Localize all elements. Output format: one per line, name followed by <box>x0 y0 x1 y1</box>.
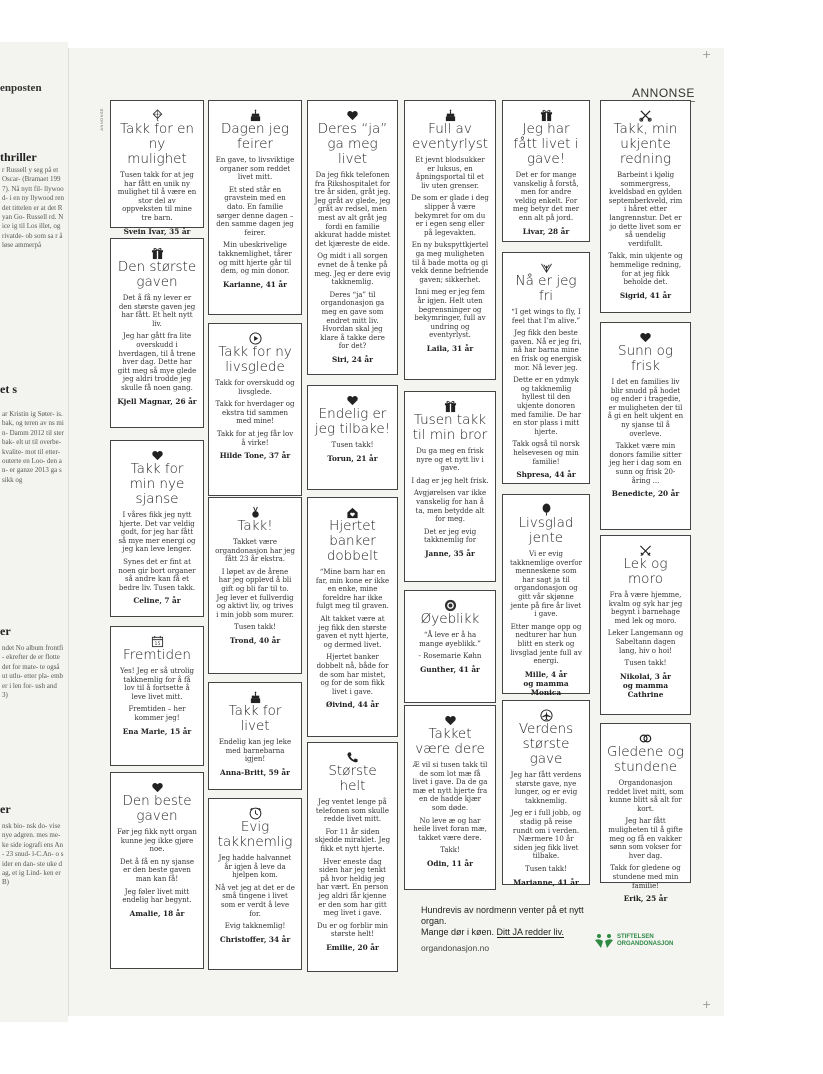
card-text: Takk for overskudd og livsglede. <box>215 379 295 396</box>
card-title: Takk! <box>237 518 273 534</box>
testimonial-card <box>404 100 496 380</box>
card-text: Leker Langemann og Sabeltann dagen lang, hiv o hoi! <box>607 629 684 655</box>
card-text: Yes! Jeg er så utrolig takknemlig for å få lov til å fortsette å leve livet mitt. <box>120 667 194 701</box>
card-text: Takket være organdonasjon har jeg fått 23 år ekstra. <box>215 538 295 564</box>
card-signature: Livar, 28 år <box>522 226 570 236</box>
cake-icon <box>411 107 489 120</box>
card-text: En gave, to livsviktige organer som reddet livet mitt. <box>215 156 295 182</box>
footer-line1: Hundrevis av nordmenn venter på et nytt organ. <box>421 905 584 926</box>
card-title: Nå er jeg fri <box>515 273 577 304</box>
testimonial-card <box>208 798 302 970</box>
testimonial-card <box>600 322 691 530</box>
testimonial-card <box>502 494 590 697</box>
testimonial-card <box>307 100 398 375</box>
testimonial-card <box>404 391 496 582</box>
website-url: organdonasjon.no <box>421 943 490 953</box>
medal-icon <box>215 504 295 517</box>
crop-mark: + <box>702 48 712 61</box>
card-title: Lek og moro <box>623 556 668 587</box>
card-text: Da jeg fikk telefonen fra Rikshospitalet for tre år siden, gråt jeg. Jeg gråt av glede, jeg gråt av redsel, men mest av alt gråt jeg fordi en familie akkurat hadde mistet det kjæreste de eide. <box>314 171 391 248</box>
card-signature: Amalie, 18 år <box>129 908 185 918</box>
card-title: Øyeblikk <box>420 611 480 627</box>
eye-icon <box>411 597 489 610</box>
testimonial-card <box>307 497 398 737</box>
card-text: Fremtiden – her kommer jeg! <box>128 705 186 722</box>
testimonial-card <box>110 100 204 236</box>
calendar-icon <box>117 633 197 646</box>
column-text: ar Kristin ig Søter- is. bak, og teren av ns min- Damm 2012 til sterbak- elt ut til overbe- kvalite- mot til etter- outerte en Loo- den an- er ganze 2013 ga ssikk og <box>2 410 64 484</box>
card-text: Hjertet banker dobbelt nå, både for de som har mistet, og for de som fikk livet i gave. <box>316 653 389 696</box>
card-text: Jeg har fått verdens største gave, nye lunger, og er evig takknemlig. <box>510 771 582 805</box>
card-title: Den beste gaven <box>122 793 192 824</box>
heart-icon <box>411 712 489 725</box>
ad-label: ANNONSE <box>632 86 695 100</box>
card-text: Min ubeskrivelige takknemlighet, tårer og mitt hjerte går til dem, og min donor. <box>218 241 292 276</box>
card-text: “Å leve er å ha mange øyeblikk.” <box>419 631 481 648</box>
card-text: En ny bukspyttkjertel ga meg muligheten til å bade motta og gi vekk denne befriende gaven; sikkerhet. <box>411 241 489 284</box>
kite-icon <box>117 107 197 120</box>
card-title: Livsglad jente <box>518 515 574 546</box>
heart-icon <box>314 392 391 405</box>
card-title: Full av eventyrlyst <box>411 121 489 152</box>
card-text: Takket være min donors familie sitter jeg her i dag som en sunn og frisk 20-åring ... <box>609 442 682 485</box>
testimonial-card <box>110 772 204 969</box>
card-text: No leve æ og har heile livet foran mæ, takket være dere. <box>413 816 487 842</box>
gift-icon <box>509 107 583 120</box>
card-signature: Erik, 25 år <box>623 894 668 904</box>
card-text: Takk! <box>440 846 460 855</box>
card-text: Vi er evig takknemlige overfor menneskene som har sagt ja til organdonasjon og gitt vår skjønne jente på fire år livet i gave. <box>510 550 582 619</box>
house-icon <box>314 504 391 517</box>
testimonial-card <box>208 100 302 315</box>
card-signature: Celine, 7 år <box>133 596 181 606</box>
card-signature: Karianne, 41 år <box>222 279 287 289</box>
card-signature: Trond, 40 år <box>229 635 281 645</box>
card-signature: Shpresa, 44 år <box>516 470 576 480</box>
card-text: Tusen takk! <box>624 659 667 668</box>
footer-cta: Ditt JA redder liv. <box>496 927 564 937</box>
card-text: Det er jeg evig takknemlig for <box>423 527 477 545</box>
balloon-icon <box>509 501 583 514</box>
card-text: Et sted står en gravstein med en dato. En familie sørger denne dagen – den samme dagen jeg feirer. <box>216 185 294 237</box>
card-text: “Mine barn har en far, min kone er ikke en enke, mine foreldre har ikke fulgt meg til graven. <box>315 568 390 611</box>
testimonial-card <box>502 700 590 885</box>
scissors-icon <box>607 107 684 120</box>
testimonial-card <box>307 742 398 972</box>
section-heading: thriller <box>0 150 37 164</box>
card-text: Tusen takk! <box>525 864 567 873</box>
card-text: Du er og forblir min største helt! <box>316 921 389 939</box>
card-signature: Sigrid, 41 år <box>619 290 672 300</box>
card-text: Tusen takk for at jeg har fått en unik ny mulighet til å være en stor del av oppveksten til mine tre barn. <box>117 171 197 222</box>
card-text: Tusen takk! <box>234 623 276 632</box>
card-title: Takk for ny livsglede <box>218 344 292 375</box>
card-text: I løpet av de årene har jeg opplevd å bli gift og bli far til to. Jeg lever et fullverdig og aktivt liv, og trives i min jobb som murer. <box>216 567 294 619</box>
card-text: Det å få en ny sjanse er den beste gaven man kan få! <box>120 857 194 883</box>
card-title: Hjertet banker dobbelt <box>326 518 379 564</box>
card-text: Jeg er i full jobb, og stadig på reise rundt om i verden. Nærmere 10 år siden jeg fikk livet tilbake. <box>510 809 582 861</box>
column-text: r Russell y seg på et Oscar- (Bramaet 1997). Nå nytt fil- llywood- i en ny llywood ren det tittelen er at det Ryan Go- Russell rd. Nice ig til Los illet, og rivatde- ob som sa r å løse ammerpå <box>2 166 65 250</box>
heart-icon <box>314 107 391 120</box>
card-signature: Kjell Magnar, 26 år <box>117 396 197 406</box>
card-text: - Rosemarie Køhn <box>418 652 482 661</box>
card-signature: Øivind, 44 år <box>326 700 379 710</box>
heart-icon <box>607 329 684 342</box>
card-title: Endelig er jeg tilbake! <box>314 406 391 437</box>
card-text: Dette er en ydmyk og takknemlig hyllest til den ukjente donoren med familie. De har en stor plass i mitt hjerte. <box>510 376 582 436</box>
card-title: Takk for min nye sjanse <box>129 461 185 507</box>
card-text: Evig takknemlig! <box>224 922 286 931</box>
card-signature: Benedicte, 20 år <box>611 489 680 499</box>
cake-icon <box>215 689 295 702</box>
swords-icon <box>607 542 684 555</box>
masthead-fragment: enposten <box>0 82 42 94</box>
clock-icon <box>215 805 295 818</box>
card-text: Takk for gledene og stundene med min familie! <box>610 864 681 890</box>
card-signature: Ena Marie, 15 år <box>122 726 192 736</box>
stiftelsen-organdonasjon-logo <box>594 933 673 949</box>
footer-line2: Mange dør i køen. <box>421 927 495 937</box>
card-signature: Mille, 4 år og mamma Monica <box>523 669 569 697</box>
side-note: ANNONSE <box>99 108 104 131</box>
card-signature: Siri, 24 år <box>331 354 373 364</box>
previous-newspaper-page <box>0 42 68 1022</box>
testimonial-card <box>404 705 496 890</box>
testimonial-card <box>600 723 691 904</box>
card-text: Fra å være hjemme, kvalm og syk har jeg begynt i barnehage med lek og moro. <box>608 591 683 625</box>
card-signature: Odin, 11 år <box>427 858 473 868</box>
cake-icon <box>215 107 295 120</box>
card-text: Alt takket være at jeg fikk den største gaven et nytt hjerte, og dermed livet. <box>316 614 389 649</box>
card-text: Synes det er fint at noen gir bort organer så andre kan få et bedre liv. Tusen takk. <box>118 557 196 592</box>
card-text: Barbeint i kjølig sommergress, kveldsbad en gylden septemberkveld, rim i håret etter langrennstur. Det er jo dette livet som er så uendelig verdifullt. <box>608 171 683 248</box>
card-text: “I get wings to fly, I feel that I’m alive.” <box>511 308 581 325</box>
people-logo-icon <box>594 933 614 949</box>
card-signature: Emilie, 20 år <box>326 942 379 952</box>
card-text: Takk, min ukjente og hemmelige redning, for at jeg fikk beholde det. <box>608 252 683 287</box>
testimonial-card <box>502 100 590 242</box>
testimonial-card <box>110 626 204 766</box>
section-heading: er <box>0 624 11 638</box>
card-signature: Torun, 21 år <box>327 453 378 463</box>
testimonial-card <box>502 252 590 484</box>
card-text: Tusen takk! <box>331 441 374 449</box>
card-text: Jeg ventet lenge på telefonen som skulle redde livet mitt. <box>315 798 390 824</box>
card-signature: Laila, 31 år <box>426 343 474 353</box>
card-signature: Svein Ivar, 35 år <box>123 226 191 236</box>
card-title: Sunn og frisk <box>618 343 673 374</box>
card-text: Inni meg er jeg fem år igjen. Helt uten begrensninger og bekymringer, full av undring og eventyrlyst. <box>414 288 486 340</box>
card-signature: Marianne, 41 år <box>513 877 579 887</box>
logo-line2: ORGANDONASJON <box>617 941 674 947</box>
testimonial-card <box>208 497 302 674</box>
card-text: Jeg føler livet mitt endelig har begynt. <box>122 887 192 905</box>
card-text: Avgjørelsen var ikke vanskelig for han å ta, men betydde alt for meg. <box>413 489 487 524</box>
card-text: Jeg hadde halvannet år igjen å leve da hjelpen kom. <box>218 854 292 880</box>
card-text: Det er for mange vanskelig å forstå, men for andre veldig enkelt. For meg betyr det mer enn alt på jord. <box>512 171 580 222</box>
card-text: Etter mange opp og nedturer har hun blitt en sterk og livsglad jente full av energi. <box>510 622 582 666</box>
card-text: Før jeg fikk nytt organ kunne jeg ikke gjøre noe. <box>117 828 197 854</box>
heart-icon <box>117 447 197 460</box>
card-title: Den største gaven <box>117 259 197 290</box>
card-title: Fremtiden <box>123 647 191 663</box>
testimonial-card <box>208 682 302 790</box>
card-signature: Janne, 35 år <box>425 548 475 558</box>
card-text: I våres fikk jeg nytt hjerte. Det var veldig godt, for jeg har fått så mye mer energi og jeg kan leve lenger. <box>118 511 196 554</box>
card-signature: Anna-Britt, 59 år <box>220 767 290 777</box>
footer-message <box>421 905 601 938</box>
card-text: Deres “ja” til organdonasjon ga meg en gave som endret mitt liv. Hvordan skal jeg klare å takke dere for det? <box>320 290 385 351</box>
card-text: Æ vil si tusen takk til de som lot mæ få livet i gave. Da de ga mæ et nytt hjerte fra en de hadde kjær som døde. <box>412 761 488 812</box>
logo-line1: STIFTELSEN <box>617 934 654 940</box>
heart-icon <box>117 779 197 792</box>
card-title: Takk for en ny mulighet <box>120 121 194 167</box>
card-text: Hver eneste dag siden har jeg tenkt på hvor heldig jeg har vært. En person jeg aldri får kjenne er den som har gitt meg livet i gave. <box>316 857 389 918</box>
column-text: ndet No album frontfi- ekrefter de er flotte det for mate- te også ut utlu- etter pla- ember i len for- ush and 3) <box>2 644 64 700</box>
play-icon <box>215 330 295 343</box>
testimonial-card <box>600 100 691 313</box>
card-title: Takk for livet <box>228 703 282 734</box>
card-text: Endelig kan jeg leke med barnebarna igjen! <box>218 738 292 764</box>
section-heading: er <box>0 802 11 816</box>
testimonial-card <box>600 535 691 715</box>
phone-icon <box>314 749 391 762</box>
card-title: Evig takknemlig <box>217 819 293 850</box>
section-heading: et s <box>0 382 17 396</box>
card-text: Du ga meg en frisk nyre og et nytt liv i gave. <box>416 447 484 473</box>
card-signature: Christoffer, 34 år <box>219 934 291 944</box>
card-title: Takket være dere <box>415 726 485 757</box>
card-text: Takk for at jeg får lov å virke! <box>216 429 294 447</box>
testimonial-card <box>307 385 398 490</box>
card-text: Jeg har fått muligheten til å gifte meg og få en vakker sønn som vokser for hver dag. <box>608 817 683 860</box>
column-text: nsk bio- nsk do- vise nye adgren. mes me- ke side iografi ens An- 23 snud- l-C.An- o sider en dan- ste uke dag, et ig Lind- ken er B) <box>2 822 64 887</box>
gift-icon <box>411 398 489 411</box>
card-text: Organdonasjon reddet livet mitt, som kunne blitt så alt for kort. <box>607 779 684 813</box>
card-signature: Gunther, 41 år <box>420 664 480 674</box>
card-text: Jeg fikk den beste gaven. Nå er jeg fri, nå har barna mine en frisk og energisk mor. Nå lever jeg. <box>510 329 582 372</box>
card-text: Nå vet jeg at det er de små tingene i livet som er verdt å leve for. <box>215 883 295 918</box>
card-text: Takk også til norsk helsevesen og min familie! <box>512 440 580 466</box>
card-title: Verdens største gave <box>518 721 574 767</box>
card-title: Deres “ja” ga meg livet <box>317 121 388 167</box>
card-signature: Hilde Tone, 37 år <box>219 451 291 461</box>
card-title: Dagen jeg feirer <box>220 121 290 152</box>
testimonial-card <box>404 590 496 703</box>
card-title: Jeg har fått livet i gave! <box>513 121 579 167</box>
card-title: Takk, min ukjente redning <box>613 121 678 167</box>
card-title: Tusen takk til min bror <box>412 412 488 443</box>
card-text: Takk for hverdager og ekstra tid sammen med mine! <box>215 400 295 426</box>
card-title: Gledene og stundene <box>607 744 684 775</box>
rings-icon <box>607 730 684 743</box>
card-signature: Nikolai, 3 år og mamma Cathrine <box>620 671 671 699</box>
card-text: I det en families liv blir snudd på hodet og ender i tragedie, er muligheten der til å gi en helt ukjent en ny sjanse til å overleve. <box>607 378 684 438</box>
card-text: Og midt i all sorgen evnet de å tenke på meg. Jeg er dere evig takknemlig. <box>314 252 391 287</box>
card-text: Det å få ny lever er den største gaven jeg har fått. Et helt nytt liv. <box>118 294 196 328</box>
plane-icon <box>509 707 583 720</box>
testimonial-card <box>110 238 204 428</box>
card-text: For 11 år siden skjedde miraklet. Jeg fikk et nytt hjerte. <box>314 827 391 853</box>
card-text: I dag er jeg helt frisk. <box>411 476 489 485</box>
crop-mark: + <box>702 998 712 1011</box>
leaf-icon <box>509 259 583 272</box>
testimonial-card <box>110 440 204 617</box>
card-title: Største helt <box>328 763 377 794</box>
card-text: De som er glade i deg slipper å være bekymret for om du er i egen seng eller på legevakten. <box>411 194 489 237</box>
svg-text:15: 15 <box>154 642 160 648</box>
testimonial-card <box>208 323 302 496</box>
card-text: Jeg har gått fra lite overskudd i hverdagen, til å trene hver dag. Dette har gitt meg så mye glede jeg aldri trodde jeg skulle få noen gang. <box>117 332 197 392</box>
card-text: Et jevnt blodsukker er luksus, en åpningsportal til et liv uten grenser. <box>415 156 485 190</box>
gift-icon <box>117 245 197 258</box>
